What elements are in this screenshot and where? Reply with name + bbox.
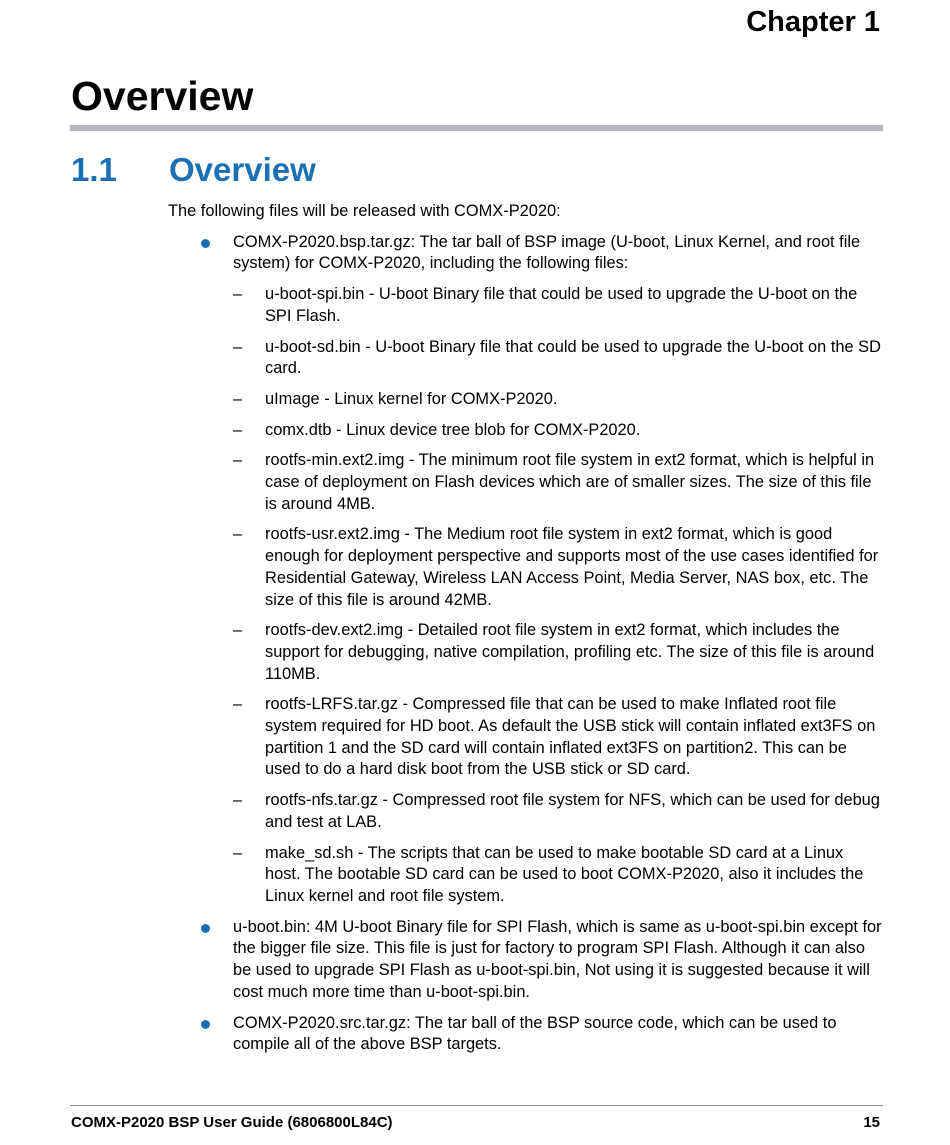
bullet-icon bbox=[201, 239, 210, 248]
dash-icon: – bbox=[233, 791, 243, 810]
sub-file-list bbox=[233, 284, 882, 908]
footer-page-number: 15 bbox=[863, 1114, 880, 1131]
bullet-icon bbox=[201, 924, 210, 933]
section-number: 1.1 bbox=[71, 151, 117, 188]
sub-list-item-text: rootfs-usr.ext2.img - The Medium root file system in ext2 format, which is good enough for deployment perspective and supports most of the use cases identified for Residential Gateway, Wireless LAN Access Point, Media Server, NAS box, etc. The size of this file is around 42MB. bbox=[265, 525, 879, 609]
section-title: Overview bbox=[169, 151, 316, 188]
chapter-label: Chapter 1 bbox=[746, 6, 880, 38]
dash-icon: – bbox=[233, 843, 243, 862]
sub-list-item bbox=[233, 620, 882, 685]
sub-list-item-text: make_sd.sh - The scripts that can be used to make bootable SD card at a Linux host. The bootable SD card can be used to boot COMX-P2020, also it includes the Linux kernel and root file system. bbox=[265, 843, 864, 905]
list-item bbox=[168, 1013, 882, 1056]
list-item bbox=[168, 232, 882, 908]
list-item bbox=[168, 917, 882, 1004]
intro-paragraph: The following files will be released with COMX-P2020: bbox=[168, 202, 561, 220]
sub-list-item-text: rootfs-nfs.tar.gz - Compressed root file system for NFS, which can be used for debug and test at LAB. bbox=[265, 791, 880, 831]
dash-icon: – bbox=[233, 420, 243, 439]
bullet-icon bbox=[201, 1020, 210, 1029]
page-title: Overview bbox=[71, 73, 254, 119]
document-body bbox=[168, 201, 882, 1065]
sub-list-item bbox=[233, 420, 882, 442]
sub-list-item-text: rootfs-min.ext2.img - The minimum root file system in ext2 format, which is helpful in case of deployment on Flash devices which are of smaller sizes. The size of this file is around 4MB. bbox=[265, 451, 875, 513]
sub-list-item bbox=[233, 284, 882, 327]
sub-list-item bbox=[233, 450, 882, 515]
sub-list-item-text: comx.dtb - Linux device tree blob for COMX-P2020. bbox=[265, 420, 641, 439]
section-heading bbox=[71, 149, 871, 191]
list-item-text: u-boot.bin: 4M U-boot Binary file for SPI Flash, which is same as u-boot-spi.bin except for the bigger file size. This file is just for factory to program SPI Flash. Although it can also be used to upgrade SPI Flash as u-boot-spi.bin, Not using it is suggested because it will cost much more time than u-boot-spi.bin. bbox=[233, 917, 882, 1001]
sub-list-item-text: rootfs-LRFS.tar.gz - Compressed file that can be used to make Inflated root file system required for HD boot. As default the USB stick will contain inflated ext3FS on partition 1 and the SD card will contain inflated ext3FS on partition2. This can be used to do a hard disk boot from the USB stick or SD card. bbox=[265, 695, 876, 779]
sub-list-item-text: uImage - Linux kernel for COMX-P2020. bbox=[265, 389, 558, 408]
sub-list-item bbox=[233, 337, 882, 380]
dash-icon: – bbox=[233, 695, 243, 714]
dash-icon: – bbox=[233, 285, 243, 304]
dash-icon: – bbox=[233, 389, 243, 408]
dash-icon: – bbox=[233, 525, 243, 544]
sub-list-item bbox=[233, 843, 882, 908]
sub-list-item bbox=[233, 790, 882, 833]
sub-list-item-text: u-boot-sd.bin - U-boot Binary file that could be used to upgrade the U-boot on the SD card. bbox=[265, 337, 881, 378]
file-list bbox=[168, 232, 882, 1056]
footer-divider bbox=[70, 1105, 883, 1106]
footer-doc-title: COMX-P2020 BSP User Guide (6806800L84C) bbox=[71, 1114, 393, 1131]
sub-list-item-text: u-boot-spi.bin - U-boot Binary file that could be used to upgrade the U-boot on the SPI Flash. bbox=[265, 285, 858, 325]
dash-icon: – bbox=[233, 337, 243, 356]
dash-icon: – bbox=[233, 451, 243, 470]
dash-icon: – bbox=[233, 621, 243, 640]
sub-list-item bbox=[233, 524, 882, 611]
list-item-text: COMX-P2020.bsp.tar.gz: The tar ball of BSP image (U-boot, Linux Kernel, and root file system) for COMX-P2020, including the following files: bbox=[233, 232, 861, 273]
title-divider bbox=[70, 125, 883, 131]
sub-list-item-text: rootfs-dev.ext2.img - Detailed root file system in ext2 format, which includes the support for debugging, native compilation, profiling etc. The size of this file is around 110MB. bbox=[265, 621, 875, 683]
list-item-text: COMX-P2020.src.tar.gz: The tar ball of the BSP source code, which can be used to compile all of the above BSP targets. bbox=[233, 1013, 837, 1054]
sub-list-item bbox=[233, 694, 882, 781]
sub-list-item bbox=[233, 389, 882, 411]
